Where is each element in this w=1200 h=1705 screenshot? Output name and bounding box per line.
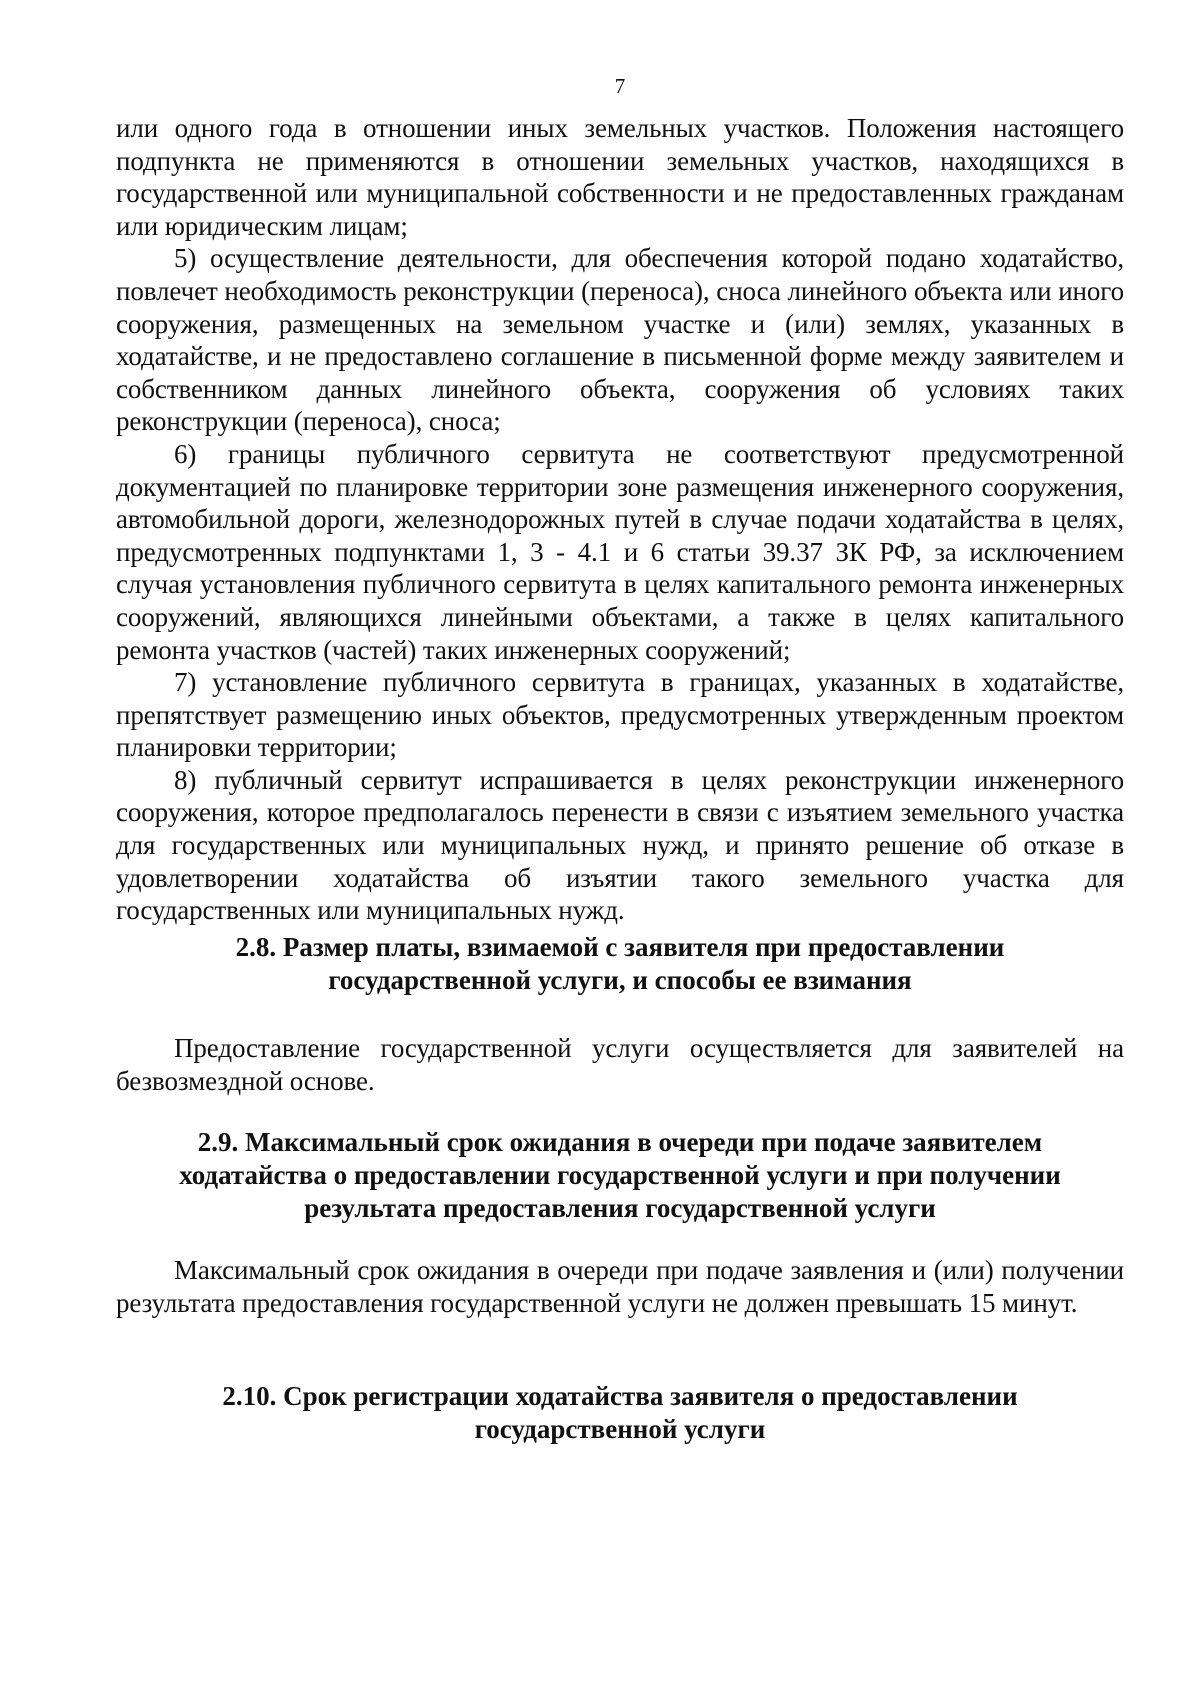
- heading-line: государственной услуги, и способы ее взимания: [328, 965, 912, 995]
- heading-line: ходатайства о предоставлении государственной услуги и при получении: [179, 1160, 1061, 1190]
- heading-line: результата предоставления государственной услуги: [304, 1193, 936, 1223]
- paragraph-item-6: 6) границы публичного сервитута не соответствуют предусмотренной документацией по планировке территории зоне размещения инженерного сооружения, автомобильной дороги, железнодорожных путей в случае подачи ходатайства в целях, предусмотренных подпунктами 1, 3 - 4.1 и 6 статьи 39.37 ЗК РФ, за исключением случая установления публичного сервитута в целях капитального ремонта инженерных сооружений, являющихся линейными объектами, а также в целях капитального ремонта участков (частей) таких инженерных сооружений;: [116, 438, 1124, 665]
- page-number: 7: [614, 74, 626, 98]
- section-2-8-body: [116, 1032, 1124, 1097]
- section-2-9-heading: [116, 1126, 1124, 1225]
- section-2-8-text: Предоставление государственной услуги осуществляется для заявителей на безвозмездной основе.: [116, 1033, 1124, 1096]
- section-2-9-text: Максимальный срок ожидания в очереди при подаче заявления и (или) получении результата предоставления государственной услуги не должен превышать 15 минут.: [116, 1255, 1124, 1318]
- heading-line: 2.8. Размер платы, взимаемой с заявителя при предоставлении: [235, 932, 1005, 962]
- section-2-8-heading: [116, 931, 1124, 997]
- section-2-9-body: [116, 1254, 1124, 1319]
- heading-line: 2.10. Срок регистрации ходатайства заявителя о предоставлении: [222, 1381, 1018, 1411]
- heading-line: 2.9. Максимальный срок ожидания в очереди при подаче заявителем: [197, 1127, 1043, 1157]
- section-2-10-heading: [116, 1380, 1124, 1446]
- paragraph-item-7: 7) установление публичного сервитута в границах, указанных в ходатайстве, препятствует размещению иных объектов, предусмотренных утвержденным проектом планировки территории;: [116, 667, 1124, 763]
- paragraph-item-5: 5) осуществление деятельности, для обеспечения которой подано ходатайство, повлечет необходимость реконструкции (переноса), сноса линейного объекта или иного сооружения, размещенных на земельном участке и (или) землях, указанных в ходатайстве, и не предоставлено соглашение в письменной форме между заявителем и собственником данных линейного объекта, сооружения об условиях таких реконструкции (переноса), сноса;: [116, 243, 1124, 437]
- paragraph-item-8: 8) публичный сервитут испрашивается в целях реконструкции инженерного сооружения, которое предполагалось перенести в связи с изъятием земельного участка для государственных или муниципальных нужд, и принято решение об отказе в удовлетворении ходатайства об изъятии такого земельного участка для государственных или муниципальных нужд.: [116, 764, 1124, 926]
- paragraph-continuation: или одного года в отношении иных земельных участков. Положения настоящего подпункта не применяются в отношении земельных участков, находящихся в государственной или муниципальной собственности и не предоставленных гражданам или юридическим лицам;: [116, 113, 1124, 241]
- heading-line: государственной услуги: [474, 1414, 766, 1444]
- body-top: [116, 112, 1124, 927]
